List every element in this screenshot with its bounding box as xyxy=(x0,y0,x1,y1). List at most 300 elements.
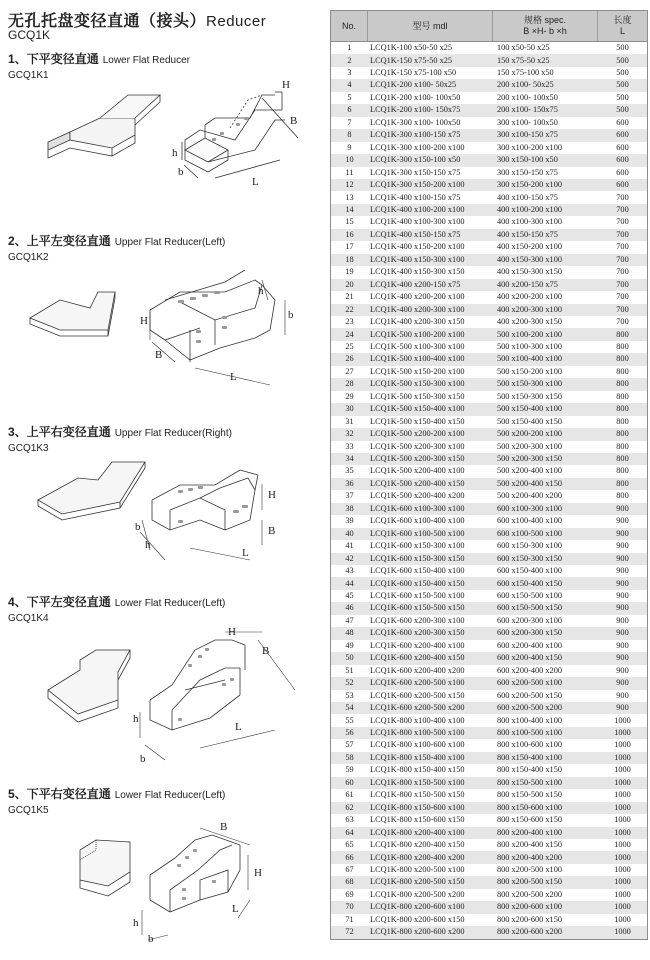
dim-b-2: b xyxy=(288,309,294,321)
table-row xyxy=(331,54,647,66)
row-length: 700 xyxy=(616,317,629,327)
table-row xyxy=(331,341,647,353)
row-model: LCQ1K-500 x200-200 x100 xyxy=(370,429,465,439)
row-model: LCQ1K-400 x200-300 x150 xyxy=(370,317,465,327)
table-row xyxy=(331,279,647,291)
section-5-code: GCQ1K5 xyxy=(8,805,49,816)
row-no: 34 xyxy=(345,454,354,464)
dim-H-4: H xyxy=(228,626,236,638)
row-length: 1000 xyxy=(614,728,631,737)
row-no: 68 xyxy=(345,877,354,887)
row-spec: 500 x100-300 x100 xyxy=(497,341,562,351)
row-no: 2 xyxy=(347,55,352,65)
row-model: LCQ1K-800 x150-500 x100 xyxy=(370,777,465,787)
row-spec: 600 x100-400 x100 xyxy=(497,516,562,526)
row-spec: 600 x200-500 x150 xyxy=(497,690,562,700)
row-length: 600 xyxy=(616,155,629,165)
row-length: 900 xyxy=(616,690,629,700)
row-no: 23 xyxy=(345,317,354,327)
title-cn: 无孔托盘变径直通（接头） xyxy=(8,13,207,30)
row-length: 500 xyxy=(616,67,629,77)
row-no: 29 xyxy=(345,391,354,401)
row-spec: 600 x200-400 x150 xyxy=(497,653,562,663)
row-length: 900 xyxy=(616,628,629,638)
row-no: 38 xyxy=(345,503,354,513)
table-row xyxy=(331,889,647,901)
row-model: LCQ1K-500 x150-300 x100 xyxy=(370,379,465,389)
row-length: 800 xyxy=(616,416,629,426)
section-2-heading: 2、上平左变径直通 Upper Flat Reducer(Left) xyxy=(8,234,226,248)
table-row xyxy=(331,777,647,789)
table-row xyxy=(331,528,647,540)
row-model: LCQ1K-400 x150-300 x150 xyxy=(370,267,465,277)
row-length: 500 xyxy=(616,92,629,102)
row-model: LCQ1K-500 x100-400 x100 xyxy=(370,354,465,364)
row-no: 22 xyxy=(345,304,354,314)
section-4-code: GCQ1K4 xyxy=(8,613,49,624)
row-no: 43 xyxy=(345,566,354,576)
table-row xyxy=(331,391,647,403)
row-length: 1000 xyxy=(614,715,631,725)
row-model: LCQ1K-600 x200-400 x150 xyxy=(370,653,465,663)
row-spec: 800 x200-500 x150 xyxy=(497,877,562,887)
row-no: 58 xyxy=(345,752,354,762)
row-length: 500 xyxy=(616,43,629,53)
row-no: 11 xyxy=(345,167,354,177)
dim-L-4: L xyxy=(235,721,242,733)
row-length: 900 xyxy=(616,653,629,663)
row-length: 1000 xyxy=(614,752,631,762)
row-no: 72 xyxy=(345,927,354,937)
row-spec: 500 x150-400 x100 xyxy=(497,404,562,414)
table-row xyxy=(331,142,647,154)
table-row xyxy=(331,615,647,627)
row-no: 49 xyxy=(345,640,354,650)
row-model: LCQ1K-800 x200-500 x200 xyxy=(370,889,465,899)
table-row xyxy=(331,416,647,428)
row-no: 50 xyxy=(345,653,354,663)
row-spec: 500 x150-200 x100 xyxy=(497,366,562,376)
table-row xyxy=(331,291,647,303)
row-spec: 150 x75-100 x50 xyxy=(497,67,554,77)
dim-b-5: b xyxy=(148,933,154,945)
row-spec: 400 x150-200 x100 xyxy=(497,242,562,252)
row-spec: 500 x200-200 x100 xyxy=(497,429,562,439)
row-length: 1000 xyxy=(614,840,631,850)
row-spec: 600 x200-300 x100 xyxy=(497,615,562,625)
table-row xyxy=(331,266,647,278)
dim-H-1: H xyxy=(282,79,290,91)
row-model: LCQ1K-800 x100-400 x100 xyxy=(370,715,465,725)
row-no: 40 xyxy=(345,528,354,538)
row-model: LCQ1K-800 x200-400 x100 xyxy=(370,827,465,837)
row-spec: 400 x100-200 x100 xyxy=(497,204,562,214)
row-no: 8 xyxy=(347,130,352,140)
table-row xyxy=(331,490,647,502)
row-spec: 600 x200-500 x100 xyxy=(497,678,562,688)
row-length: 500 xyxy=(616,80,629,90)
row-spec: 600 x150-300 x100 xyxy=(497,541,562,551)
row-spec: 300 x100-150 x75 xyxy=(497,130,558,140)
row-spec: 400 x200-300 x150 xyxy=(497,317,562,327)
row-model: LCQ1K-800 x200-500 x150 xyxy=(370,877,465,887)
row-length: 900 xyxy=(616,566,629,576)
table-row xyxy=(331,478,647,490)
row-model: LCQ1K-500 x150-300 x150 xyxy=(370,391,465,401)
row-length: 600 xyxy=(616,117,629,127)
table-row xyxy=(331,577,647,589)
row-spec: 800 x100-400 x100 xyxy=(497,715,562,725)
row-model: LCQ1K-300 x100-200 x100 xyxy=(370,142,465,152)
table-row xyxy=(331,353,647,365)
row-spec: 600 x150-400 x150 xyxy=(497,578,562,588)
row-model: LCQ1K-150 x75-50 x25 xyxy=(370,55,453,65)
row-spec: 800 x200-400 x150 xyxy=(497,840,562,850)
dim-B-2: B xyxy=(155,349,163,361)
row-no: 47 xyxy=(345,615,354,625)
header-length: 长度 L xyxy=(613,15,632,36)
row-model: LCQ1K-200 x100- 150x75 xyxy=(370,105,461,115)
row-length: 700 xyxy=(616,267,629,277)
row-spec: 800 x150-400 x100 xyxy=(497,752,562,762)
row-no: 24 xyxy=(345,329,354,339)
row-spec: 400 x100-300 x100 xyxy=(497,217,562,227)
row-length: 700 xyxy=(616,304,629,314)
row-spec: 800 x200-600 x150 xyxy=(497,914,562,924)
table-row xyxy=(331,752,647,764)
row-no: 63 xyxy=(345,815,354,825)
row-no: 15 xyxy=(345,217,354,227)
row-no: 70 xyxy=(345,902,354,912)
row-spec: 600 x150-500 x150 xyxy=(497,603,562,613)
row-no: 64 xyxy=(345,827,354,837)
table-row xyxy=(331,241,647,253)
row-model: LCQ1K-400 x150-200 x100 xyxy=(370,242,465,252)
row-length: 800 xyxy=(616,491,629,501)
row-spec: 800 x200-400 x100 xyxy=(497,827,562,837)
row-length: 900 xyxy=(616,640,629,650)
row-length: 500 xyxy=(616,105,629,115)
table-row xyxy=(331,304,647,316)
row-length: 1000 xyxy=(614,914,631,924)
table-row xyxy=(331,378,647,390)
table-row xyxy=(331,42,647,54)
row-length: 800 xyxy=(616,341,629,351)
row-length: 1000 xyxy=(614,927,631,937)
row-no: 71 xyxy=(345,914,354,924)
table-row xyxy=(331,789,647,801)
row-length: 1000 xyxy=(614,852,631,862)
row-length: 800 xyxy=(616,329,629,339)
row-no: 57 xyxy=(345,740,354,750)
table-row xyxy=(331,876,647,888)
table-row xyxy=(331,92,647,104)
row-no: 33 xyxy=(345,441,354,451)
row-no: 13 xyxy=(345,192,354,202)
table-row xyxy=(331,79,647,91)
row-no: 30 xyxy=(345,404,354,414)
row-no: 46 xyxy=(345,603,354,613)
row-no: 21 xyxy=(345,292,354,302)
row-no: 37 xyxy=(345,491,354,501)
row-length: 700 xyxy=(616,204,629,214)
row-model: LCQ1K-500 x150-400 x100 xyxy=(370,404,465,414)
row-no: 28 xyxy=(345,379,354,389)
row-no: 12 xyxy=(345,180,354,190)
table-row xyxy=(331,167,647,179)
row-model: LCQ1K-800 x200-500 x100 xyxy=(370,864,465,874)
row-spec: 500 x200-300 x100 xyxy=(497,441,562,451)
row-no: 16 xyxy=(345,229,354,239)
row-length: 900 xyxy=(616,615,629,625)
table-row xyxy=(331,739,647,751)
row-model: LCQ1K-300 x150-150 x75 xyxy=(370,167,461,177)
table-row xyxy=(331,814,647,826)
table-row xyxy=(331,441,647,453)
table-row xyxy=(331,714,647,726)
table-row xyxy=(331,727,647,739)
dim-B-4: B xyxy=(262,645,270,657)
row-model: LCQ1K-600 x150-300 x100 xyxy=(370,541,465,551)
row-model: LCQ1K-600 x150-500 x100 xyxy=(370,591,465,601)
row-spec: 200 x100- 100x50 xyxy=(497,92,558,102)
row-length: 700 xyxy=(616,217,629,227)
row-model: LCQ1K-600 x150-500 x150 xyxy=(370,603,465,613)
row-length: 600 xyxy=(616,167,629,177)
row-model: LCQ1K-200 x100- 100x50 xyxy=(370,92,461,102)
dim-H-2: H xyxy=(140,315,148,327)
row-spec: 500 x200-400 x200 xyxy=(497,491,562,501)
row-spec: 200 x100- 150x75 xyxy=(497,105,558,115)
row-length: 900 xyxy=(616,665,629,675)
section-1-code: GCQ1K1 xyxy=(8,70,49,81)
row-spec: 500 x200-300 x150 xyxy=(497,454,562,464)
table-row xyxy=(331,117,647,129)
row-model: LCQ1K-400 x100-200 x100 xyxy=(370,204,465,214)
row-spec: 600 x150-400 x100 xyxy=(497,566,562,576)
row-model: LCQ1K-500 x200-400 x100 xyxy=(370,466,465,476)
row-model: LCQ1K-800 x150-500 x150 xyxy=(370,790,465,800)
row-length: 800 xyxy=(616,466,629,476)
table-row xyxy=(331,453,647,465)
row-model: LCQ1K-600 x200-300 x100 xyxy=(370,615,465,625)
row-spec: 300 x100- 100x50 xyxy=(497,117,558,127)
table-row xyxy=(331,864,647,876)
row-model: LCQ1K-100 x50-50 x25 xyxy=(370,43,453,53)
table-row xyxy=(331,465,647,477)
table-row xyxy=(331,366,647,378)
row-model: LCQ1K-800 x200-400 x200 xyxy=(370,852,465,862)
dim-L-1: L xyxy=(252,176,259,188)
row-length: 900 xyxy=(616,678,629,688)
page-code: GCQ1K xyxy=(8,28,51,42)
table-row xyxy=(331,764,647,776)
row-spec: 500 x150-300 x150 xyxy=(497,391,562,401)
row-no: 54 xyxy=(345,703,354,713)
row-model: LCQ1K-600 x150-400 x150 xyxy=(370,578,465,588)
row-spec: 800 x150-600 x150 xyxy=(497,815,562,825)
row-model: LCQ1K-600 x200-400 x200 xyxy=(370,665,465,675)
row-no: 60 xyxy=(345,777,354,787)
row-spec: 800 x100-500 x100 xyxy=(497,728,562,737)
row-model: LCQ1K-200 x100- 50x25 xyxy=(370,80,457,90)
dim-h-5: h xyxy=(133,917,139,929)
table-row xyxy=(331,827,647,839)
row-spec: 400 x200-150 x75 xyxy=(497,279,558,289)
table-row xyxy=(331,540,647,552)
row-model: LCQ1K-300 x100-150 x75 xyxy=(370,130,461,140)
row-length: 1000 xyxy=(614,790,631,800)
row-spec: 300 x150-100 x50 xyxy=(497,155,558,165)
dim-B-3: B xyxy=(268,525,276,537)
row-no: 17 xyxy=(345,242,354,252)
row-length: 800 xyxy=(616,354,629,364)
table-row xyxy=(331,652,647,664)
row-length: 1000 xyxy=(614,827,631,837)
row-model: LCQ1K-800 x150-400 x150 xyxy=(370,765,465,775)
row-no: 61 xyxy=(345,790,354,800)
table-body xyxy=(331,42,647,939)
row-spec: 400 x200-200 x100 xyxy=(497,292,562,302)
row-no: 3 xyxy=(347,67,352,77)
row-no: 59 xyxy=(345,765,354,775)
row-no: 55 xyxy=(345,715,354,725)
section-2-code: GCQ1K2 xyxy=(8,252,49,263)
row-no: 9 xyxy=(347,142,352,152)
section-3-heading: 3、上平右变径直通 Upper Flat Reducer(Right) xyxy=(8,425,232,439)
row-length: 900 xyxy=(616,578,629,588)
row-model: LCQ1K-400 x100-150 x75 xyxy=(370,192,461,202)
row-no: 6 xyxy=(347,105,352,115)
row-length: 700 xyxy=(616,254,629,264)
row-model: LCQ1K-800 x150-600 x150 xyxy=(370,815,465,825)
dim-b-4: b xyxy=(140,753,146,765)
row-model: LCQ1K-400 x150-150 x75 xyxy=(370,229,461,239)
row-length: 600 xyxy=(616,180,629,190)
row-model: LCQ1K-400 x200-200 x100 xyxy=(370,292,465,302)
row-model: LCQ1K-500 x200-300 x150 xyxy=(370,454,465,464)
table-row xyxy=(331,204,647,216)
row-no: 32 xyxy=(345,429,354,439)
row-model: LCQ1K-500 x150-400 x150 xyxy=(370,416,465,426)
row-model: LCQ1K-800 x150-400 x100 xyxy=(370,752,465,762)
section-1-heading: 1、下平变径直通 Lower Flat Reducer xyxy=(8,52,190,66)
table-row xyxy=(331,839,647,851)
row-model: LCQ1K-300 x150-100 x50 xyxy=(370,155,461,165)
row-spec: 100 x50-50 x25 xyxy=(497,43,550,53)
table-row xyxy=(331,67,647,79)
row-model: LCQ1K-600 x150-400 x100 xyxy=(370,566,465,576)
row-model: LCQ1K-500 x200-300 x100 xyxy=(370,441,465,451)
table-row xyxy=(331,104,647,116)
row-length: 700 xyxy=(616,229,629,239)
row-model: LCQ1K-500 x100-300 x100 xyxy=(370,341,465,351)
row-no: 1 xyxy=(347,43,352,53)
row-length: 900 xyxy=(616,528,629,538)
table-row xyxy=(331,403,647,415)
row-length: 1000 xyxy=(614,777,631,787)
row-spec: 500 x100-200 x100 xyxy=(497,329,562,339)
row-no: 51 xyxy=(345,665,354,675)
table-row xyxy=(331,677,647,689)
table-row xyxy=(331,328,647,340)
table-row xyxy=(331,553,647,565)
table-row xyxy=(331,901,647,913)
row-no: 45 xyxy=(345,591,354,601)
row-model: LCQ1K-500 x200-400 x200 xyxy=(370,491,465,501)
row-length: 600 xyxy=(616,142,629,152)
row-model: LCQ1K-300 x100- 100x50 xyxy=(370,117,461,127)
row-length: 600 xyxy=(616,130,629,140)
row-no: 52 xyxy=(345,678,354,688)
table-row xyxy=(331,254,647,266)
dim-L-3: L xyxy=(242,547,249,559)
row-length: 900 xyxy=(616,503,629,513)
row-model: LCQ1K-400 x200-300 x100 xyxy=(370,304,465,314)
row-length: 1000 xyxy=(614,902,631,912)
row-no: 10 xyxy=(345,155,354,165)
row-model: LCQ1K-150 x75-100 x50 xyxy=(370,67,457,77)
row-model: LCQ1K-800 x150-600 x100 xyxy=(370,802,465,812)
row-model: LCQ1K-500 x150-200 x100 xyxy=(370,366,465,376)
row-length: 500 xyxy=(616,55,629,65)
table-row xyxy=(331,428,647,440)
row-model: LCQ1K-600 x200-500 x150 xyxy=(370,690,465,700)
row-no: 67 xyxy=(345,864,354,874)
dim-h-3: h xyxy=(145,539,151,551)
table-row xyxy=(331,914,647,926)
table-row xyxy=(331,154,647,166)
header-model: 型号 mdl xyxy=(368,11,493,41)
row-no: 25 xyxy=(345,341,354,351)
row-model: LCQ1K-800 x200-400 x150 xyxy=(370,840,465,850)
row-model: LCQ1K-600 x200-300 x150 xyxy=(370,628,465,638)
row-spec: 600 x200-300 x150 xyxy=(497,628,562,638)
row-spec: 800 x200-500 x100 xyxy=(497,864,562,874)
row-model: LCQ1K-600 x200-400 x100 xyxy=(370,640,465,650)
row-length: 800 xyxy=(616,429,629,439)
row-length: 900 xyxy=(616,591,629,601)
row-spec: 200 x100- 50x25 xyxy=(497,80,554,90)
row-length: 900 xyxy=(616,703,629,713)
row-length: 1000 xyxy=(614,815,631,825)
row-spec: 300 x150-200 x100 xyxy=(497,180,562,190)
row-no: 48 xyxy=(345,628,354,638)
row-model: LCQ1K-800 x100-600 x100 xyxy=(370,740,465,750)
row-model: LCQ1K-800 x200-600 x200 xyxy=(370,927,465,937)
row-length: 800 xyxy=(616,366,629,376)
table-row xyxy=(331,565,647,577)
row-spec: 600 x100-500 x100 xyxy=(497,528,562,538)
row-length: 1000 xyxy=(614,889,631,899)
row-length: 1000 xyxy=(614,765,631,775)
row-length: 900 xyxy=(616,516,629,526)
table-row xyxy=(331,503,647,515)
row-length: 900 xyxy=(616,541,629,551)
row-spec: 500 x200-400 x150 xyxy=(497,478,562,488)
row-no: 53 xyxy=(345,690,354,700)
row-length: 1000 xyxy=(614,864,631,874)
row-spec: 150 x75-50 x25 xyxy=(497,55,550,65)
row-model: LCQ1K-400 x150-300 x100 xyxy=(370,254,465,264)
row-no: 27 xyxy=(345,366,354,376)
table-row xyxy=(331,602,647,614)
row-no: 26 xyxy=(345,354,354,364)
row-spec: 800 x100-600 x100 xyxy=(497,740,562,750)
section-5-heading: 5、下平右变径直通 Lower Flat Reducer(Left) xyxy=(8,787,226,801)
row-length: 700 xyxy=(616,192,629,202)
dim-B-1: B xyxy=(290,115,298,127)
